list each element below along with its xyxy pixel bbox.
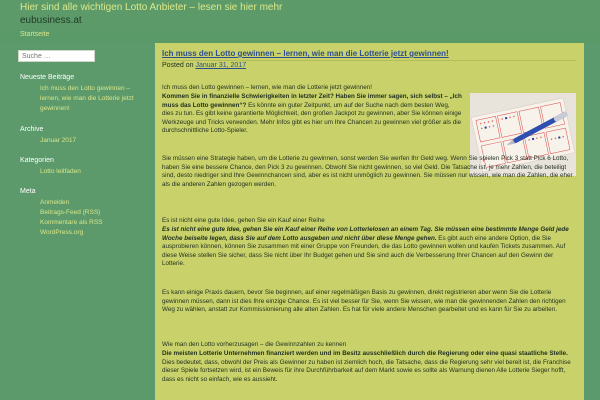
body-text: Es gibt auch eine andere Option, die Sie ausprobieren können, können Sie zusammen mit einer Gruppe von Freunden, die das Lotto gewinnen wollen und kaufen Tickets zusammen. Auf diese Weise stellen Sie sicher, dass Sie nicht über Ihr Budget gehen und Sie sind auch die Verbesserung Ihrer Chancen auf den Gewinn der Lotterie. bbox=[162, 234, 566, 267]
posted-on-label: Posted on bbox=[162, 62, 194, 69]
body-text: Dies bedeutet, dass, obwohl der Preis als Gewinner zu haben ist ziemlich hoch, die Tatsache, dass die Regierung sehr viel bereit ist, die Franchise dieser Spiele fortsetzen wird, ist ein Beweis für ihre Durchführbarkeit auf dem Markt sowie es sollte als Warnung dienen Alle Lotterie Sieger hofft, dass es nicht so einfach, wie es aussieht. bbox=[162, 358, 571, 383]
site-description: eubusiness.at bbox=[20, 15, 82, 26]
post-paragraph bbox=[162, 93, 462, 136]
recent-post-link[interactable]: Ich muss den Lotto gewinnen – bbox=[40, 85, 130, 92]
category-link[interactable]: Lotto leitfaden bbox=[40, 168, 81, 175]
recent-post-link[interactable]: gewinnen! bbox=[40, 105, 70, 112]
title-divider bbox=[162, 60, 576, 61]
post-paragraph bbox=[162, 226, 576, 269]
nav-item-home[interactable]: Startseite bbox=[20, 31, 50, 38]
categories-title: Kategorien bbox=[20, 157, 54, 164]
main-navigation bbox=[0, 30, 600, 43]
post-paragraph: Es kann einige Praxis dauern, bevor Sie beginnen, auf einer regelmäßigen Basis zu gewinnen, direkt registrieren aber wenn Sie die Lotterie gewinnen müssen, dann ist dies Ihre einzige Chance. Es ist viel besser für Sie, wenn Sie wissen, wie man die gewinnenden Zahlen den richtigen Weg zu wählen, anstatt zur Kommissionierung alle alten Zahlen. Es hat für viele andere Menschen gearbeitet und es kann für Sie zu arbeiten. bbox=[162, 289, 566, 313]
post-paragraph: Ich muss den Lotto gewinnen – lernen, wie man die Lotterie jetzt gewinnen! bbox=[162, 84, 373, 91]
site-title[interactable]: Hier sind alle wichtigen Lotto Anbieter – lesen sie hier mehr bbox=[20, 2, 283, 13]
bold-text: Kommen Sie in finanzielle Schwierigkeiten in letzter Zeit? Haben Sie immer sagen, sich selbst – „Ich muss das Lotto gewinnen“? bbox=[162, 93, 462, 109]
post-paragraph: Wie man den Lotto vorherzusagen – die Gewinnzahlen zu kennen bbox=[162, 341, 347, 348]
post-content bbox=[155, 43, 584, 400]
italic-text: Es ist nicht eine gute Idee, gehen Sie ein Kauf einer Reihe von Lotterielosen an einem Tag. Sie müssen eine bestimmte Menge Geld jede Woche beiseite legen, dass Sie auf dem Lotto ausgeben und nicht über diese Menge gehen. bbox=[162, 226, 569, 242]
post-title[interactable]: Ich muss den Lotto gewinnen – lernen, wie man die Lotterie jetzt gewinnen! bbox=[162, 49, 449, 58]
post-paragraph: Es ist nicht eine gute Idee, gehen Sie ein Kauf einer Reihe bbox=[162, 217, 325, 224]
body-text: Es könnte ein guter Zeitpunkt, um auf der Suche nach dem besten Weg, dies zu tun. Es gibt keine garantierte Möglichkeit, den großen Jackpot zu gewinnen, aber Sie können einige Werkzeuge und Tricks verwenden. Mehr Infos gibt es hier um Ihre Chancen zu gewinnen viel größer als die durchschnittliche Lotto-Spieler. bbox=[162, 101, 462, 134]
meta-link-wordpress[interactable]: WordPress.org bbox=[40, 229, 84, 236]
sidebar bbox=[0, 43, 150, 400]
archive-title: Archive bbox=[20, 126, 44, 133]
meta-link-login[interactable]: Anmelden bbox=[40, 199, 70, 206]
post-paragraph bbox=[162, 350, 576, 384]
archive-link[interactable]: Januar 2017 bbox=[40, 137, 77, 144]
post-paragraph: Sie müssen eine Strategie haben, um die Lotterie zu gewinnen, sonst werden Sie werfen Ihr Geld weg. Wenn Sie spielen Pick 3 statt Pick 6 Lotto, haben Sie eine bessere Chance, den Pick 3 zu gewinnen. Obwohl Sie nicht gewinnen, so viel Geld. Die Tatsache ist, je mehr Zahlen, die beteiligt sind, desto niedriger sind Ihre Gewinnchancen sind, aber es ist nicht unmöglich zu gewinnen. Sie müssen nur wissen, wie man die Zahlen, die eher als die anderen Zahlen gezogen werden. bbox=[162, 155, 573, 188]
recent-post-link[interactable]: lernen, wie man die Lotterie jetzt bbox=[40, 95, 134, 102]
search-input[interactable] bbox=[18, 50, 95, 62]
post-date-link[interactable]: Januar 31, 2017 bbox=[195, 62, 247, 69]
meta-link-comments[interactable]: Kommentare als RSS bbox=[40, 219, 103, 226]
post-meta bbox=[162, 62, 246, 69]
recent-posts-title: Neueste Beiträge bbox=[20, 74, 75, 81]
meta-link-feed[interactable]: Beitrags-Feed (RSS) bbox=[40, 209, 101, 216]
bold-text: Die meisten Lotterie Unternehmen finanziert werden und im Besitz ausschließlich durch die Regierung oder eine quasi staatliche Stelle. bbox=[162, 350, 568, 357]
meta-title: Meta bbox=[20, 188, 36, 195]
